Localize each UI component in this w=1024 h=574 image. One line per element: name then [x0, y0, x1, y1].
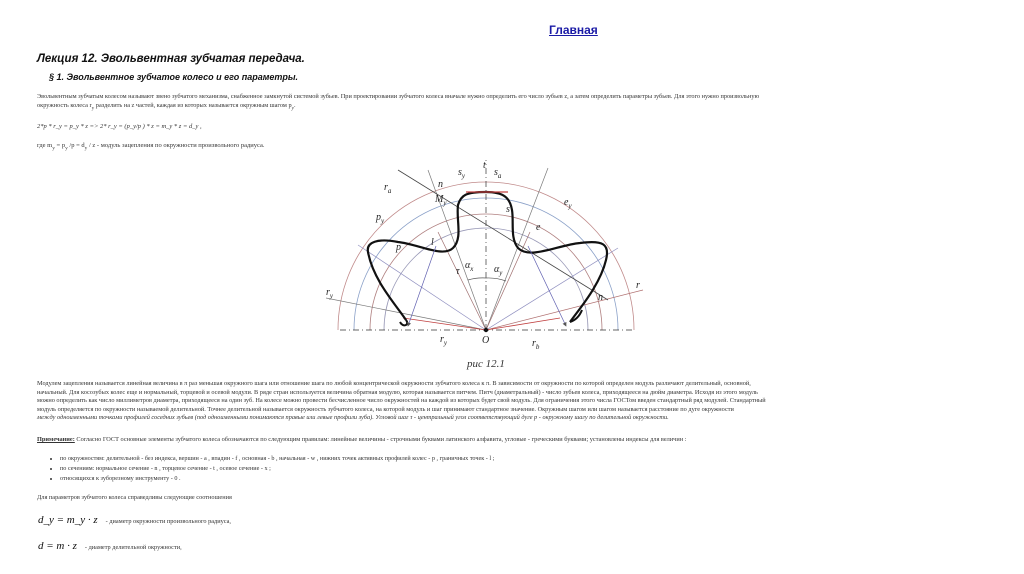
label-n-right: n [598, 292, 603, 303]
angle-alpha-x [468, 278, 486, 280]
intro-paragraph [37, 93, 917, 112]
label-r: r [636, 280, 640, 291]
list-item: • по сечениям: нормальное сечение - n , торцевое сечение - t , осевое сечение - x ; [60, 464, 860, 474]
formula-dy: d_y = m_y · z - диаметр окружности произвольного радиуса, [38, 514, 232, 526]
angle-alpha-y [486, 278, 506, 281]
label-l: l [431, 237, 434, 248]
list-item: • относящихся к зуборезному инструменту - 0 . [60, 474, 860, 484]
label-My: $M_y$ [435, 194, 447, 207]
radius-ry [403, 318, 486, 330]
intro-line-2: окружность колеса $r_y$ разделить на z частей, каждая из которых называется окружным шагом $p_y$. [37, 101, 296, 111]
label-e: e [536, 222, 541, 233]
note-label: Примечание: [37, 436, 75, 443]
formula-module: где $m_y = p_y$ $/p = d_y / z$ - модуль зацепления по окружности произвольного радиуса. [37, 142, 265, 152]
relations-intro: Для параметров зубчатого колеса справедливы следующие соотношения [37, 494, 232, 501]
label-alpha-x: $\alpha_x$ [465, 260, 474, 273]
label-p: p [396, 242, 401, 253]
list-item: • по окружностям: делительной - без индекса, вершин - a , впадин - f , основная - b , начальная - w , нижних точек активных профилей колес - p , граничных точек - l ; [60, 454, 860, 464]
formula-d: d = m · z - диаметр делительной окружности, [38, 540, 182, 552]
label-rb: $r_b$ [532, 338, 540, 351]
tooth-root-left [400, 320, 407, 325]
figure-caption: рис 12.1 [467, 358, 505, 370]
section-title: § 1. Эвольвентное зубчатое колесо и его параметры. [49, 72, 299, 82]
module-line-3: можно определить как число миллиметров диаметра, приходящееся на один зуб. На колесе можно провести бесчисленное число окружностей на каждой из которых будет свой модуль. Для ограничения этого числа ГОСТом введен стандартный ряд модулей. Стандартный [37, 397, 766, 405]
label-sy: $s_y$ [458, 167, 466, 180]
line-of-action [398, 170, 608, 300]
label-ey: $e_y$ [564, 197, 572, 210]
label-O: O [482, 335, 490, 346]
module-paragraph [37, 380, 917, 423]
label-ry-bottom: $r_y$ [440, 334, 448, 347]
intro-line-1: Эвольвентным зубчатым колесом называют звено зубчатого механизма, снабженное замкнутой системой зубьев. При проектировании зубчатого колеса вначале нужно определить его число зубьев z, а затем определить параметры зубьев. Для этого нужно произвольную [37, 93, 760, 100]
label-ry-left: $r_y$ [326, 287, 334, 300]
module-line-4: модуль определяется по окружности называемой делительной. Точнее делительной называется окружность зубчатого колеса, на которой модуль и шаг принимают стандартное значение. Окружным шагом или шагом называется расстояние по дуге окружности [37, 405, 734, 413]
center-point [484, 328, 488, 332]
lecture-title: Лекция 12. Эвольвентная зубчатая передача. [37, 53, 305, 65]
tooth-root-right [570, 310, 582, 322]
label-ra: $r_a$ [384, 182, 392, 195]
radius-rb [486, 318, 560, 330]
label-tau: τ [456, 266, 460, 277]
formula-circumference: 2*p * r_y = p_y * z => 2* r_y = (p_y/p ) * z = m_y * z = d_y , [37, 123, 202, 130]
label-py: $p_y$ [376, 212, 385, 225]
arrow-1 [408, 246, 436, 326]
module-line-2: начальный. Для косозубых колес еще и нормальный, торцевой и осевой модули. В ряде стран используется величина обратная модулю, которая называется питчем. Питч (диаметральный) - число зубьев колеса, приходящееся на дюйм диаметра. Исходя из этого модуль [37, 388, 758, 396]
label-sa: $s_a$ [494, 167, 502, 180]
label-s: s [506, 204, 510, 215]
note-paragraph [37, 436, 917, 445]
module-line-1: Модулем зацепления называется линейная величина в π раз меньшая окружного шага или отношение шага по любой концентрической окружности зубчатого колеса к π. В зависимости от окружности по которой определен модуль различают делительный, основной, [37, 380, 751, 387]
arrow-2 [528, 246, 566, 326]
module-line-5: между одноименными точками профилей соседних зубьев (под одноименными понимаются правые или левые профили зуба). Угловой шаг τ - центральный угол соответствующий дуге p - окружному шагу по делительной окружности. [37, 414, 669, 422]
note-text: Согласно ГОСТ основные элементы зубчатого колеса обозначаются по следующим правилам: линейные величины - строчными буквами латинского алфавита, угловые - греческими буквами; установлены индексы для величин : [74, 436, 687, 443]
label-t: t [483, 160, 486, 171]
index-list [48, 454, 860, 484]
label-n-top: n [438, 179, 443, 190]
label-alpha-y: $\alpha_y$ [494, 264, 503, 277]
gear-tooth-profile [368, 192, 607, 322]
home-link[interactable]: Главная [549, 23, 598, 37]
gear-diagram [318, 150, 658, 355]
